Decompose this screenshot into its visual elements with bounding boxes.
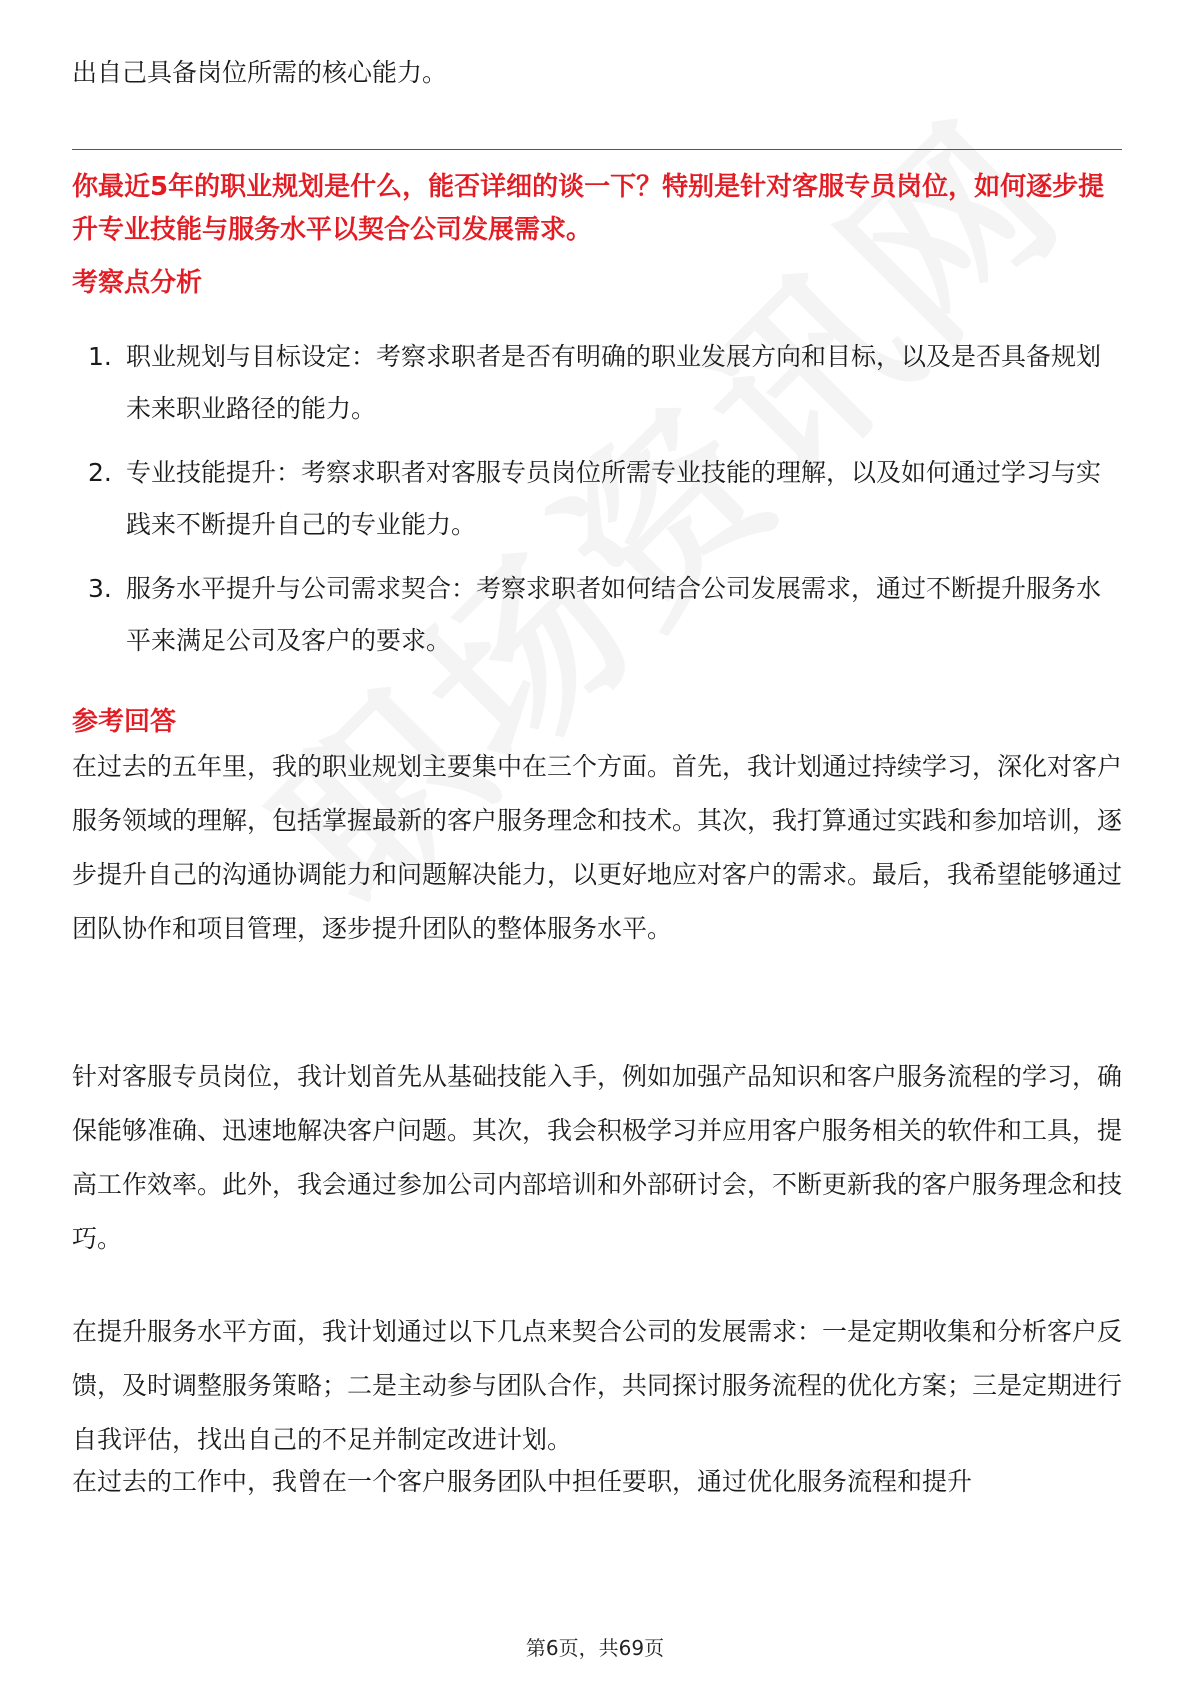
intro-text: 出自己具备岗位所需的核心能力。 (72, 58, 448, 87)
list-item-text: 服务水平提升与公司需求契合：考察求职者如何结合公司发展需求，通过不断提升服务水平来满足公司及客户的要求。 (126, 574, 1102, 655)
list-number: 2. (88, 458, 112, 487)
answer-paragraph: 在提升服务水平方面，我计划通过以下几点来契合公司的发展需求：一是定期收集和分析客户反馈，及时调整服务策略；二是主动参与团队合作，共同探讨服务流程的优化方案；三是定期进行自我评估，找出自己的不足并制定改进计划。 (72, 1317, 1123, 1454)
list-item (72, 447, 1122, 551)
analysis-list (72, 331, 1122, 679)
question-title: 你最近5年的职业规划是什么，能否详细的谈一下？特别是针对客服专员岗位，如何逐步提升专业技能与服务水平以契合公司发展需求。 (72, 172, 1105, 245)
list-item-text: 专业技能提升：考察求职者对客服专员岗位所需专业技能的理解，以及如何通过学习与实践来不断提升自己的专业能力。 (126, 458, 1102, 539)
answer-paragraph: 针对客服专员岗位，我计划首先从基础技能入手，例如加强产品知识和客户服务流程的学习，确保能够准确、迅速地解决客户问题。其次，我会积极学习并应用客户服务相关的软件和工具，提高工作效率。此外，我会通过参加公司内部培训和外部研讨会，不断更新我的客户服务理念和技巧。 (72, 1062, 1123, 1253)
answer-paragraph: 在过去的工作中，我曾在一个客户服务团队中担任要职，通过优化服务流程和提升 (72, 1467, 973, 1496)
list-item-text: 职业规划与目标设定：考察求职者是否有明确的职业发展方向和目标，以及是否具备规划未来职业路径的能力。 (126, 342, 1102, 423)
analysis-heading: 考察点分析 (72, 268, 203, 298)
answer-heading: 参考回答 (72, 707, 177, 737)
divider-line (72, 149, 1122, 150)
list-number: 1. (88, 342, 112, 371)
answer-paragraph: 在过去的五年里，我的职业规划主要集中在三个方面。首先，我计划通过持续学习，深化对客户服务领域的理解，包括掌握最新的客户服务理念和技术。其次，我打算通过实践和参加培训，逐步提升自己的沟通协调能力和问题解决能力，以更好地应对客户的需求。最后，我希望能够通过团队协作和项目管理，逐步提升团队的整体服务水平。 (72, 752, 1123, 943)
list-item (72, 331, 1122, 435)
page-number: 第6页，共69页 (525, 1636, 665, 1660)
list-number: 3. (88, 574, 112, 603)
list-item (72, 563, 1122, 667)
